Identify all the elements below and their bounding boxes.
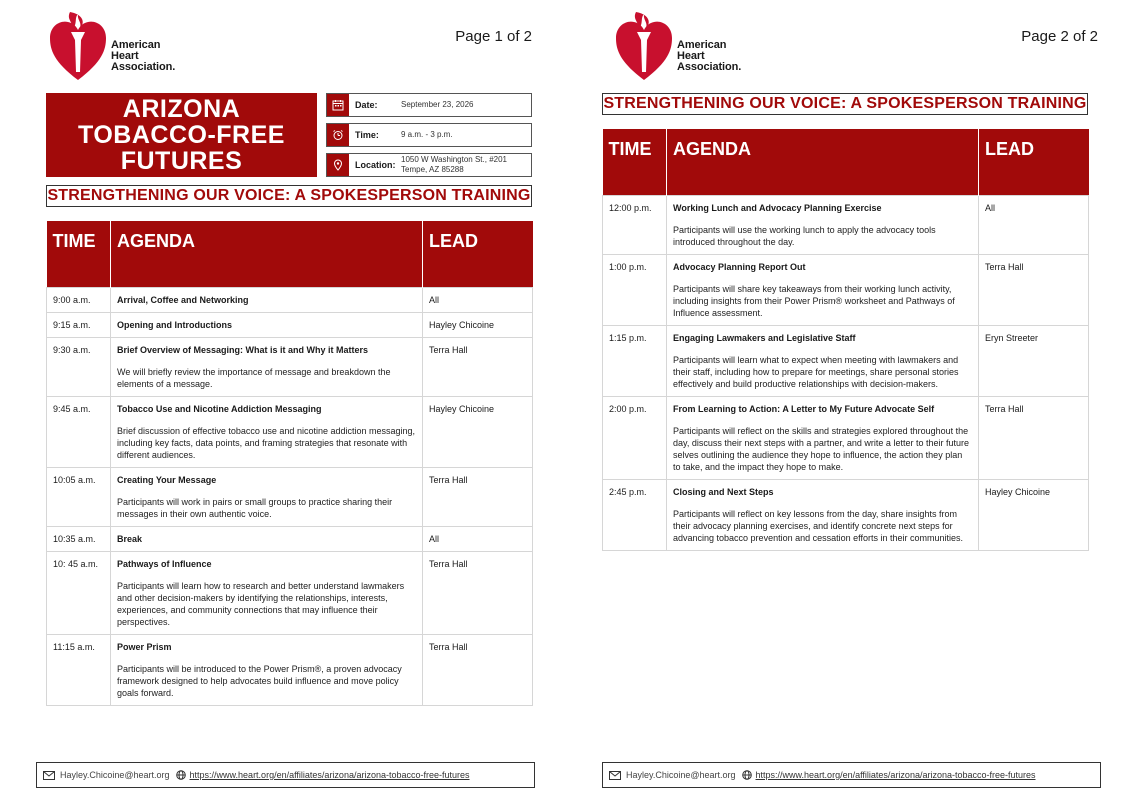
contact-footer [36, 762, 535, 788]
agenda-item-title: Break [117, 533, 143, 544]
agenda-lead: Eryn Streeter [979, 325, 1089, 396]
agenda-item [111, 634, 423, 705]
location-row [326, 153, 532, 177]
page-number: Page 1 of 2 [455, 28, 532, 45]
agenda-item-title: Advocacy Planning Report Out [673, 261, 806, 272]
agenda-time: 9:45 a.m. [47, 396, 111, 467]
page-number: Page 2 of 2 [1021, 28, 1098, 45]
website-link[interactable]: https://www.heart.org/en/affiliates/arizona/arizona-tobacco-free-futures [189, 770, 470, 780]
calendar-icon [327, 94, 349, 116]
agenda-row [47, 312, 533, 337]
agenda-lead: Terra Hall [423, 467, 533, 526]
agenda-item-title: From Learning to Action: A Letter to My Future Advocate Self [673, 403, 935, 414]
training-subtitle: STRENGTHENING OUR VOICE: A SPOKESPERSON TRAINING [46, 185, 532, 207]
agenda-item-description: Participants will reflect on the skills and strategies explored throughout the day, discuss their next steps with a partner, and write a letter to their future selves outlining the audience they hope to influence, the action they plan to take, and the impact they hope to make. [673, 425, 969, 472]
agenda-item-title: Working Lunch and Advocacy Planning Exercise [673, 202, 882, 213]
agenda-item [111, 526, 423, 551]
agenda-row [603, 325, 1089, 396]
agenda-row [47, 526, 533, 551]
time-header: TIME [47, 221, 111, 287]
envelope-icon [609, 771, 621, 780]
agenda-item-description: Participants will learn what to expect when meeting with lawmakers and their staff, including how to prepare for meetings, share personal stories effectively and build productive relationships with decision-makers. [673, 354, 959, 389]
agenda-lead: All [423, 287, 533, 312]
agenda-item-description: Participants will be introduced to the Power Prism®, a proven advocacy framework designed to help advocates build influence and move policy goals forward. [117, 663, 402, 698]
agenda-header-row [47, 221, 533, 287]
agenda-table [46, 221, 533, 706]
agenda-item-title: Brief Overview of Messaging: What is it and Why it Matters [117, 344, 369, 355]
time-row [326, 123, 532, 147]
agenda-item [667, 254, 979, 325]
agenda-row [47, 634, 533, 705]
agenda-item-description: Participants will use the working lunch to apply the advocacy tools introduced throughout the day. [673, 224, 936, 247]
time-value: 9 a.m. - 3 p.m. [401, 130, 453, 139]
agenda-item [111, 396, 423, 467]
agenda-row [47, 551, 533, 634]
agenda-header: AGENDA [667, 129, 979, 195]
time-label: Time: [355, 130, 379, 140]
alarm-clock-icon [327, 124, 349, 146]
agenda-time: 2:00 p.m. [603, 396, 667, 479]
agenda-lead: Terra Hall [423, 551, 533, 634]
agenda-lead: Terra Hall [979, 396, 1089, 479]
agenda-page-2 [566, 0, 1132, 800]
agenda-time: 10:35 a.m. [47, 526, 111, 551]
date-row [326, 93, 532, 117]
globe-icon [176, 770, 186, 780]
agenda-item-description: Participants will work in pairs or small groups to practice sharing their messages in their own authentic voice. [117, 496, 393, 519]
agenda-time: 9:15 a.m. [47, 312, 111, 337]
agenda-row [47, 287, 533, 312]
training-subtitle: STRENGTHENING OUR VOICE: A SPOKESPERSON TRAINING [602, 93, 1088, 115]
agenda-lead: All [423, 526, 533, 551]
date-value: September 23, 2026 [401, 100, 474, 109]
event-title: ARIZONA TOBACCO-FREE FUTURES [46, 93, 317, 177]
agenda-item [111, 287, 423, 312]
agenda-row [603, 396, 1089, 479]
agenda-time: 9:00 a.m. [47, 287, 111, 312]
agenda-item-title: Power Prism [117, 641, 172, 652]
agenda-item [667, 195, 979, 254]
agenda-item-description: Participants will share key takeaways from their working lunch activity, including insights from their Power Prism® worksheet and Pathways of Influence assessment. [673, 283, 955, 318]
agenda-lead: Hayley Chicoine [423, 312, 533, 337]
location-city: Tempe, AZ 85288 [401, 165, 464, 174]
agenda-item-title: Closing and Next Steps [673, 486, 774, 497]
agenda-lead: Terra Hall [423, 634, 533, 705]
aha-logo [48, 10, 188, 82]
agenda-row [47, 337, 533, 396]
agenda-item-title: Pathways of Influence [117, 558, 212, 569]
lead-header: LEAD [423, 221, 533, 287]
contact-email[interactable]: Hayley.Chicoine@heart.org [626, 770, 736, 780]
contact-footer [602, 762, 1101, 788]
agenda-time: 10:05 a.m. [47, 467, 111, 526]
location-value [401, 155, 507, 175]
agenda-item-description: Participants will learn how to research and better understand lawmakers and other decision-makers by identifying the relationships, interests, experiences, and community connections that may influence their perspectives. [117, 580, 405, 627]
agenda-item-title: Engaging Lawmakers and Legislative Staff [673, 332, 856, 343]
agenda-time: 2:45 p.m. [603, 479, 667, 550]
agenda-item [667, 325, 979, 396]
heart-torch-logo-icon [614, 10, 674, 82]
date-label: Date: [355, 100, 378, 110]
agenda-item [667, 479, 979, 550]
location-label: Location: [355, 160, 396, 170]
location-street: 1050 W Washington St., #201 [401, 155, 507, 164]
agenda-time: 12:00 p.m. [603, 195, 667, 254]
agenda-header: AGENDA [111, 221, 423, 287]
agenda-lead: All [979, 195, 1089, 254]
agenda-row [47, 467, 533, 526]
agenda-item [111, 467, 423, 526]
agenda-row [603, 254, 1089, 325]
agenda-time: 11:15 a.m. [47, 634, 111, 705]
agenda-item-title: Creating Your Message [117, 474, 217, 485]
agenda-row [47, 396, 533, 467]
lead-header: LEAD [979, 129, 1089, 195]
agenda-time: 10: 45 a.m. [47, 551, 111, 634]
globe-icon [742, 770, 752, 780]
heart-torch-logo-icon [48, 10, 108, 82]
aha-wordmark: American Heart Association. [677, 39, 742, 73]
agenda-time: 1:15 p.m. [603, 325, 667, 396]
agenda-lead: Terra Hall [979, 254, 1089, 325]
agenda-item [111, 337, 423, 396]
agenda-row [603, 479, 1089, 550]
agenda-item-title: Opening and Introductions [117, 319, 232, 330]
aha-wordmark: American Heart Association. [111, 39, 176, 73]
agenda-item [111, 551, 423, 634]
agenda-item-description: Brief discussion of effective tobacco use and nicotine addiction messaging, including key facts, data points, and framing strategies that resonate with different audiences. [117, 425, 416, 460]
contact-email[interactable]: Hayley.Chicoine@heart.org [60, 770, 170, 780]
envelope-icon [43, 771, 55, 780]
agenda-row [603, 195, 1089, 254]
agenda-header-row [603, 129, 1089, 195]
agenda-time: 1:00 p.m. [603, 254, 667, 325]
agenda-lead: Hayley Chicoine [979, 479, 1089, 550]
agenda-item [667, 396, 979, 479]
website-link[interactable]: https://www.heart.org/en/affiliates/arizona/arizona-tobacco-free-futures [755, 770, 1036, 780]
aha-logo [614, 10, 754, 82]
time-header: TIME [603, 129, 667, 195]
location-pin-icon [327, 154, 349, 176]
agenda-item-title: Tobacco Use and Nicotine Addiction Messaging [117, 403, 322, 414]
agenda-item-description: Participants will reflect on key lessons from the day, share insights from their advocacy planning exercises, and identify concrete next steps for advancing tobacco prevention and cessation efforts in their communities. [673, 508, 963, 543]
agenda-item-title: Arrival, Coffee and Networking [117, 294, 249, 305]
agenda-item [111, 312, 423, 337]
agenda-time: 9:30 a.m. [47, 337, 111, 396]
agenda-item-description: We will briefly review the importance of message and breakdown the elements of a message. [117, 366, 391, 389]
agenda-lead: Hayley Chicoine [423, 396, 533, 467]
agenda-lead: Terra Hall [423, 337, 533, 396]
agenda-table [602, 129, 1089, 551]
